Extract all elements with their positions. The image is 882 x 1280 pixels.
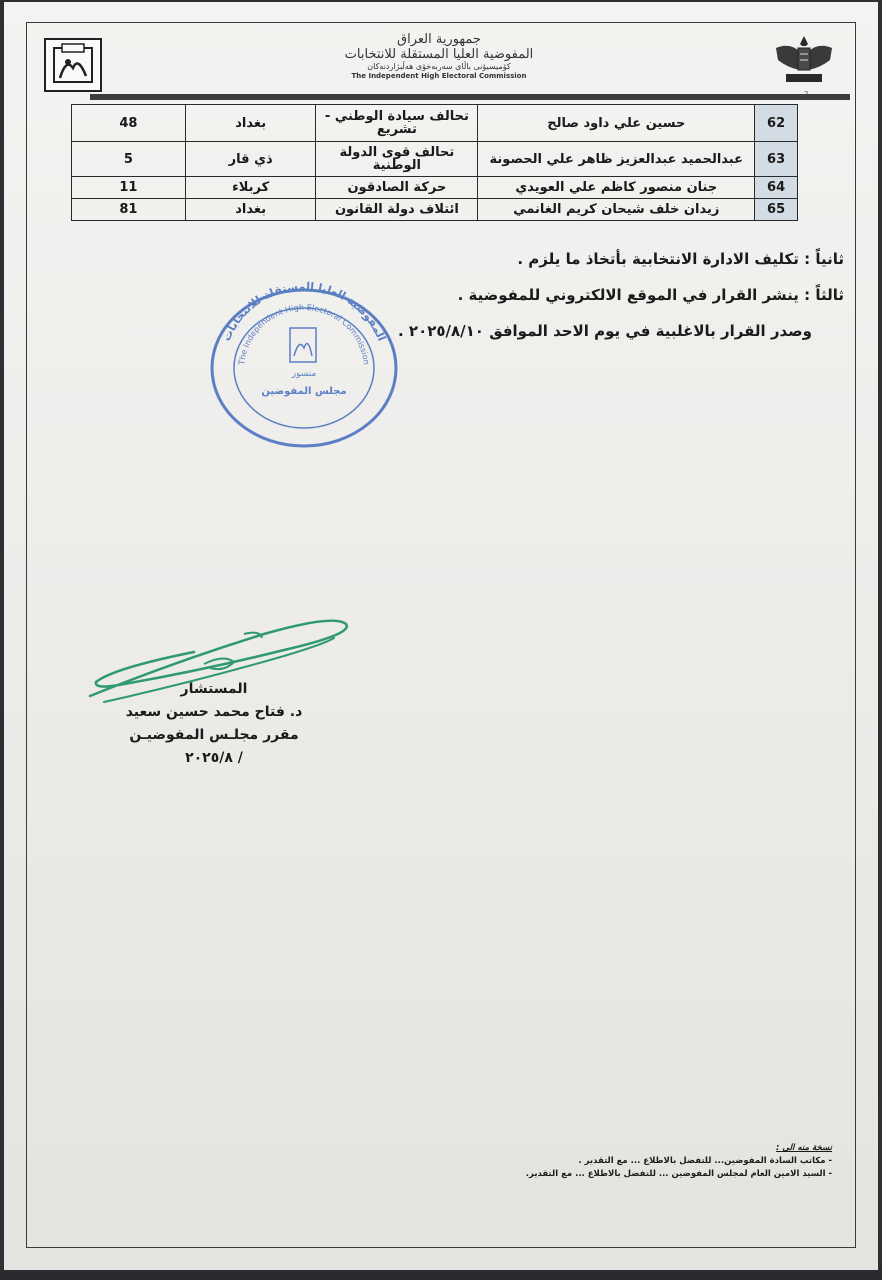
table-row [72, 142, 798, 177]
political-entity-cell: تحالف قوى الدولة الوطنية [316, 142, 478, 177]
winners-table [71, 104, 798, 221]
candidate-name-cell: زيدان خلف شيحان كريم الغانمي [478, 199, 755, 221]
province-cell: كربلاء [185, 177, 316, 199]
signatory-date: / ٢٠٢٥/٨ [185, 750, 243, 766]
iraq-eagle-emblem-icon [772, 30, 836, 86]
header-arabic-line2: المفوضية العليا المستقلة للانتخابات [344, 47, 534, 62]
header-titles [324, 32, 554, 81]
clause-second: ثانياً : تكليف الادارة الانتخابية بأتخاذ ما يلزم . [517, 250, 844, 268]
votes-cell: 81 [72, 199, 186, 221]
political-entity-cell: حركة الصادقون [316, 177, 478, 199]
clause-third: ثالثاً : ينشر القرار في الموقع الالكتروني للمفوضية . [457, 286, 844, 304]
header-arabic-line1: جمهورية العراق [397, 32, 481, 47]
political-entity-cell: ائتلاف دولة القانون [316, 199, 478, 221]
stamp-center-top-text: منسور [291, 369, 317, 379]
signatory-name: د. فتاح محمد حسين سعيد [125, 704, 303, 720]
seq-cell: 64 [755, 177, 798, 199]
candidate-name-cell: حسين علي داود صالح [478, 105, 755, 142]
seq-cell: 63 [755, 142, 798, 177]
copies-item: - السيد الامين العام لمجلس المفوضين ... للتفضل بالاطلاع ... مع التقدير. [525, 1169, 832, 1179]
official-stamp [200, 274, 408, 454]
stamp-center-text: مجلس المفوضين [261, 386, 347, 397]
table-row [72, 105, 798, 142]
copies-distribution [526, 1142, 832, 1181]
votes-cell: 11 [72, 177, 186, 199]
seq-cell: 62 [755, 105, 798, 142]
header-kurdish-line: كۆمیسیۆنی باڵای سەربەخۆی هەڵبژاردنەکان [367, 62, 511, 71]
political-entity-cell: تحالف سيادة الوطني - تشريع [316, 105, 478, 142]
candidate-name-cell: جنان منصور كاظم علي العويدي [478, 177, 755, 199]
signatory-block [114, 678, 314, 770]
copies-title: نسخة منه الى : [776, 1143, 832, 1153]
photo-background-edge [0, 1270, 882, 1280]
signatory-role: المستشار [180, 681, 248, 697]
province-cell: بغداد [185, 199, 316, 221]
province-cell: بغداد [185, 105, 316, 142]
votes-cell: 48 [72, 105, 186, 142]
copies-item: - مكاتب السادة المفوضين... للتفضل بالاطلاع ... مع التقدير . [578, 1156, 832, 1166]
issued-statement: وصدر القرار بالاغلبية في يوم الاحد الموافق ٢٠٢٥/٨/١٠ . [398, 322, 812, 340]
seq-cell: 65 [755, 199, 798, 221]
commission-logo [44, 38, 102, 92]
province-cell: ذي قار [185, 142, 316, 177]
table-row [72, 177, 798, 199]
stamp-center-logo-icon [290, 328, 316, 362]
votes-cell: 5 [72, 142, 186, 177]
header-divider [90, 94, 850, 100]
candidate-name-cell: عبدالحميد عبدالعزيز ظاهر علي الحصونة [478, 142, 755, 177]
stamp-outer-text: المفوضية العليا المستقلة للانتخابات [219, 279, 389, 344]
table-row [72, 199, 798, 221]
header-english-line: The Independent High Electoral Commission [351, 72, 527, 80]
signatory-title: مقرر مجلـس المفوضيـن [129, 727, 299, 743]
stamp-inner-text: The Independent High Electoral Commission [237, 302, 371, 366]
document-sheet [4, 2, 878, 1270]
